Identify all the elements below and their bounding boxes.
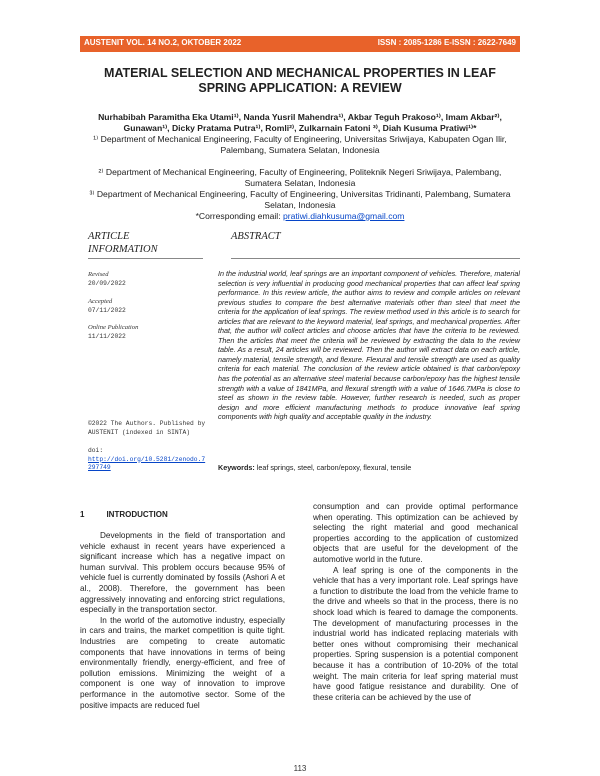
online-label: Online Publication xyxy=(88,324,139,331)
copyright-notice: ©2022 The Authors. Published by AUSTENIT (indexed in SINTA) xyxy=(88,420,206,436)
section-number: 1 xyxy=(80,510,85,519)
affiliation-2: ²⁾ Department of Mechanical Engineering, Faculty of Engineering, Politeknik Negeri Sriwijaya, Palembang, Sumatera Selatan, Indonesia xyxy=(98,167,502,188)
accepted-block xyxy=(88,298,218,315)
abstract-heading: ABSTRACT xyxy=(231,231,281,242)
abstract-text: In the industrial world, leaf springs are an important component of vehicles. Therefore, material selection is very influential in producing good mechanical properties that can affect leaf spring performance. In this review article, the author aims to review and compile articles on relevant previous studies to compare the best alternative materials other than steel that meet the criteria for the application of leaf springs. The review method used in this article is to search for articles that are relevant to the keyword material, leaf springs, and mechanical properties. After that, the author will collect articles and choose articles that have the criteria to be reviewed. Then the articles that meet the criteria will be reviewed by extracting the data to the review table. As a result, 24 articles will be reviewed. Then the author will extract data on each article, namely material, tensile strength, and flexure. Flexural and tensile strength are used as quality criteria for each material. The conclusion of the review article obtained is that carbon/epoxy has the potential as an alternative steel material because carbon/epoxy has the highest tensile strength with a value of 1841MPa, and flexural strength with a value of 1646.7MPa is close to steel as shown in the review table. However, further research is needed, such as proper design and more efficient manufacturing methods to produce innovative leaf spring components with high quality and acceptable quality in the industry. xyxy=(218,269,520,422)
article-information-heading: ARTICLE INFORMATION xyxy=(88,231,158,255)
affiliation-1: ¹⁾ Department of Mechanical Engineering, Faculty of Engineering, Universitas Sriwijaya, Kabupaten Ogan Ilir, Palembang, Sumatera Selatan, Indonesia xyxy=(93,134,507,155)
author-list: Nurhabibah Paramitha Eka Utami¹⁾, Nanda Yusril Mahendra¹⁾, Akbar Teguh Prakoso¹⁾, Imam Akbar²⁾, Gunawan¹⁾, Dicky Pratama Putra¹⁾, Romli²⁾, Zulkarnain Fatoni ³⁾, Diah Kusuma Pratiwi¹⁾* xyxy=(98,112,502,133)
journal-header-bar xyxy=(80,36,520,52)
online-block xyxy=(88,324,218,341)
doi-label: doi: xyxy=(88,447,104,454)
keywords-values: leaf springs, steel, carbon/epoxy, flexural, tensile xyxy=(256,463,412,472)
paragraph: consumption and can provide optimal performance when operating. This optimization can be achieved by selecting the right material and good mechanical properties according to the application of customized objects that are useful for the development of the automotive world in the future. xyxy=(313,502,518,564)
paragraph: In the world of the automotive industry, especially in cars and trains, the market competition is quite tight. Industries are competing to create automatic components that have innovations in terms of being environmentally friendly, energy-efficient, and free of pollution emissions. Minimizing the weight of a component is one way of innovation to improve performance in the automotive sector. Some of the positive impacts are reduced fuel xyxy=(80,615,285,710)
journal-issn: ISSN : 2085-1286 E-ISSN : 2622-7649 xyxy=(377,38,516,47)
online-date: 11/11/2022 xyxy=(88,332,126,340)
paragraph: A leaf spring is one of the components in the vehicle that has a very important role. Leaf springs have a function to distribute the load from the vehicle frame to the drive and wheels so that in the process, there is no shock load which is feared to damage the components. The development of manufacturing processes in the industrial world has indicated replacing materials with better ones without compromising their mechanical properties. Spring suspension is a potential component because it has a contribution of 10-20% of the total weight. The main criteria for leaf spring material must have good fatigue resistance and durability. One of these criteria can be achieved by the use of xyxy=(313,565,518,702)
keywords-label: Keywords: xyxy=(218,463,257,472)
section-heading-introduction xyxy=(80,510,168,519)
affiliation-3: ³⁾ Department of Mechanical Engineering, Faculty of Engineering, Universitas Tridinanti, Palembang, Sumatera Selatan, Indonesia xyxy=(89,189,511,210)
body-column-left xyxy=(80,531,285,711)
keywords-line xyxy=(218,463,520,472)
paper-title: MATERIAL SELECTION AND MECHANICAL PROPERTIES IN LEAF SPRING APPLICATION: A REVIEW xyxy=(104,66,496,95)
revised-label: Revised xyxy=(88,271,109,278)
doi-block xyxy=(88,447,206,473)
accepted-date: 07/11/2022 xyxy=(88,306,126,314)
body-column-right xyxy=(313,502,518,703)
doi-link[interactable]: http://doi.org/10.5281/zenodo.7297749 xyxy=(88,455,206,471)
section-title: INTRODUCTION xyxy=(106,510,168,519)
page-number: 113 xyxy=(293,764,307,773)
revised-block xyxy=(88,271,218,288)
revised-date: 20/09/2022 xyxy=(88,279,126,287)
journal-volume: AUSTENIT VOL. 14 NO.2, OKTOBER 2022 xyxy=(84,38,242,47)
divider-article-info xyxy=(88,258,203,259)
accepted-label: Accepted xyxy=(88,298,113,305)
paragraph: Developments in the field of transportation and vehicle exhaust in recent years have experienced a significant increase which has a negative impact on human survival. This problem occurs because 95% of vehicle fuel is currently dominated by fossils (Ashori A et al., 2008). Therefore, the government has been aggressively innovating and enforcing strict regulations, especially in the transportation sector. xyxy=(80,531,285,615)
corresponding-label: *Corresponding email: xyxy=(195,211,283,221)
corresponding-author xyxy=(80,211,520,222)
corresponding-email-link[interactable]: pratiwi.diahkusuma@gmail.com xyxy=(282,211,405,221)
divider-abstract xyxy=(231,258,520,259)
